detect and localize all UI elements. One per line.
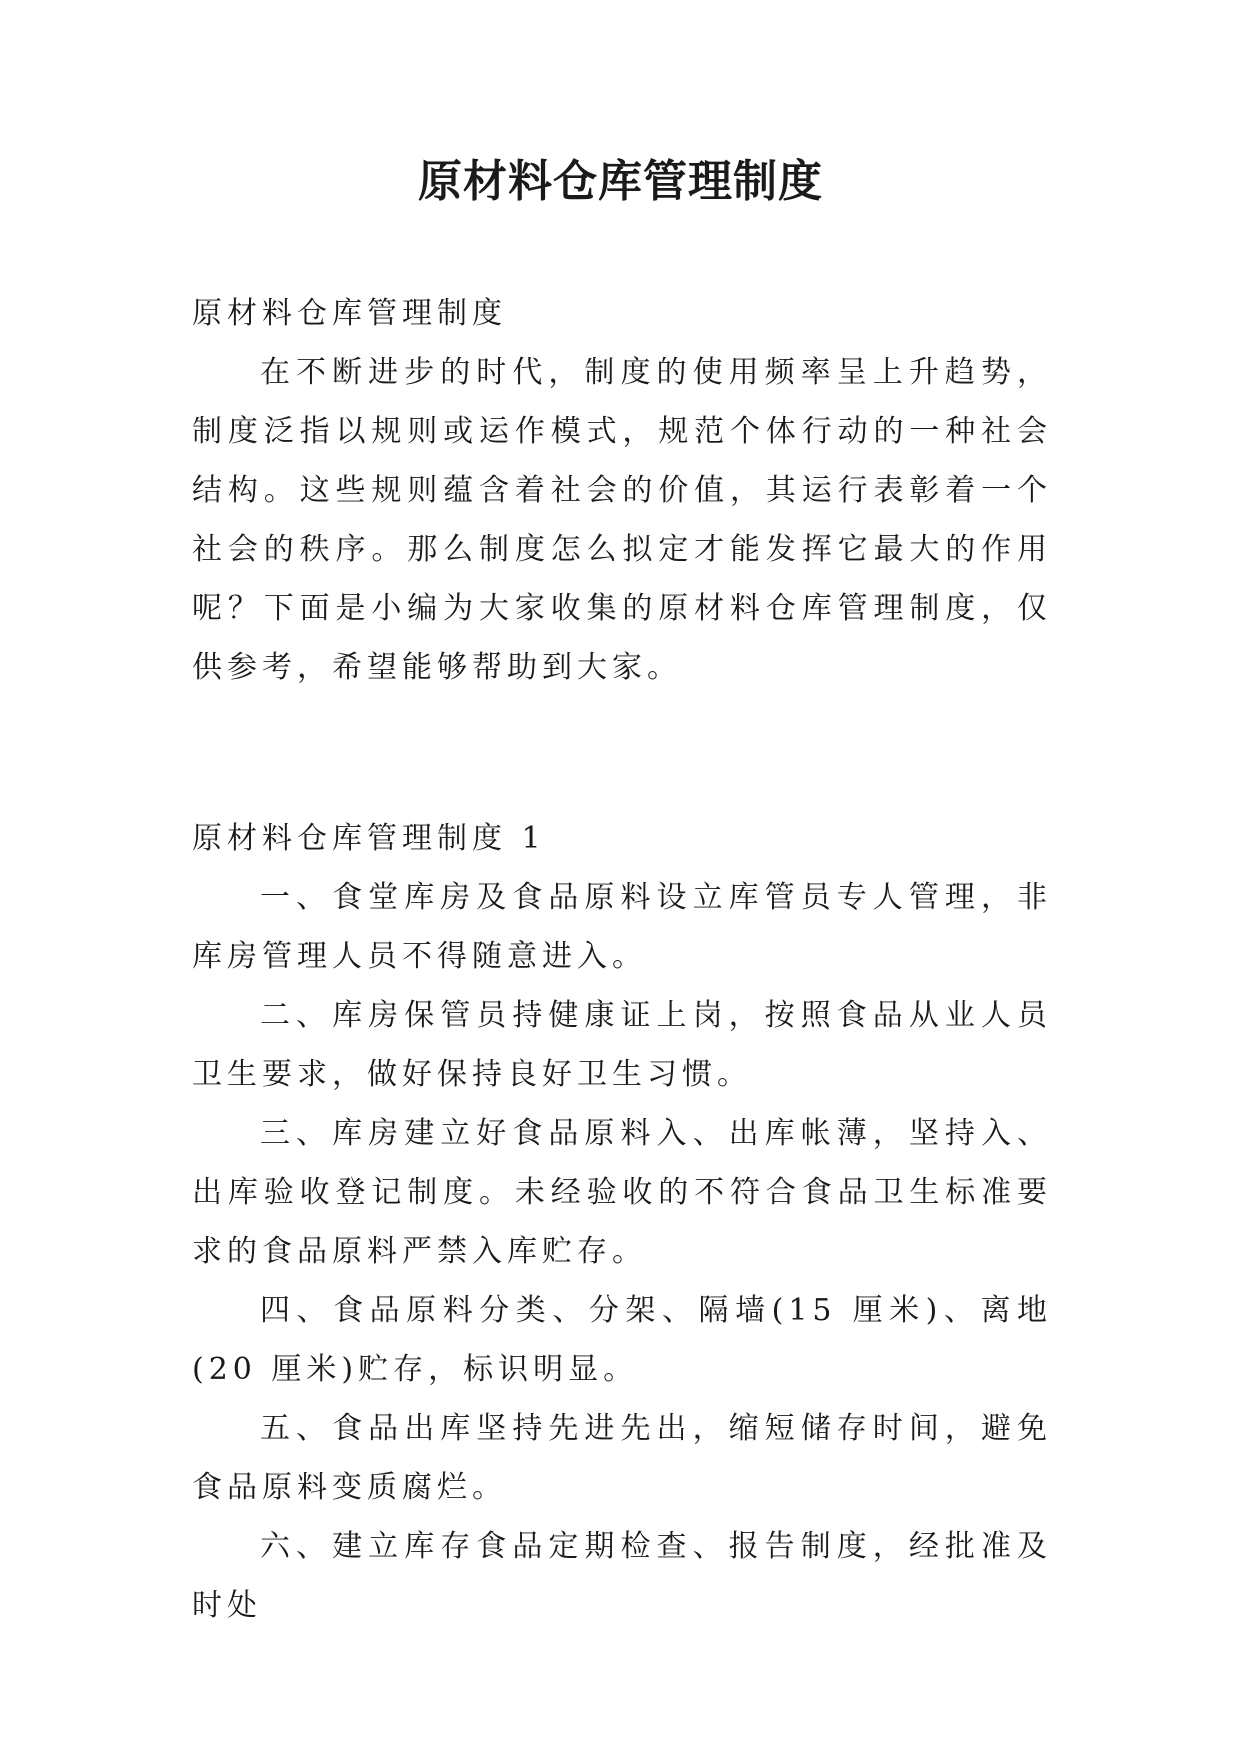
section-1-heading: 原材料仓库管理制度 1 — [192, 821, 546, 856]
document-title: 原材料仓库管理制度 — [418, 156, 823, 207]
section-1-block — [192, 809, 1052, 1635]
section-1-item: 六、建立库存食品定期检查、报告制度，经批准及时处 — [192, 1529, 1052, 1623]
intro-heading: 原材料仓库管理制度 — [192, 296, 507, 331]
section-1-item: 三、库房建立好食品原料入、出库帐薄，坚持入、出库验收登记制度。未经验收的不符合食品卫生标准要求的食品原料严禁入库贮存。 — [192, 1116, 1052, 1269]
intro-block — [192, 284, 1052, 697]
section-1-item: 二、库房保管员持健康证上岗，按照食品从业人员卫生要求，做好保持良好卫生习惯。 — [192, 998, 1052, 1092]
intro-paragraph: 在不断进步的时代，制度的使用频率呈上升趋势，制度泛指以规则或运作模式，规范个体行动的一种社会结构。这些规则蕴含着社会的价值，其运行表彰着一个社会的秩序。那么制度怎么拟定才能发挥它最大的作用呢？下面是小编为大家收集的原材料仓库管理制度，仅供参考，希望能够帮助到大家。 — [192, 355, 1052, 685]
section-1-item: 四、食品原料分类、分架、隔墙(15 厘米)、离地(20 厘米)贮存，标识明显。 — [192, 1293, 1052, 1387]
section-1-item: 五、食品出库坚持先进先出，缩短储存时间，避免食品原料变质腐烂。 — [192, 1411, 1052, 1505]
section-1-item: 一、食堂库房及食品原料设立库管员专人管理，非库房管理人员不得随意进入。 — [192, 880, 1052, 974]
